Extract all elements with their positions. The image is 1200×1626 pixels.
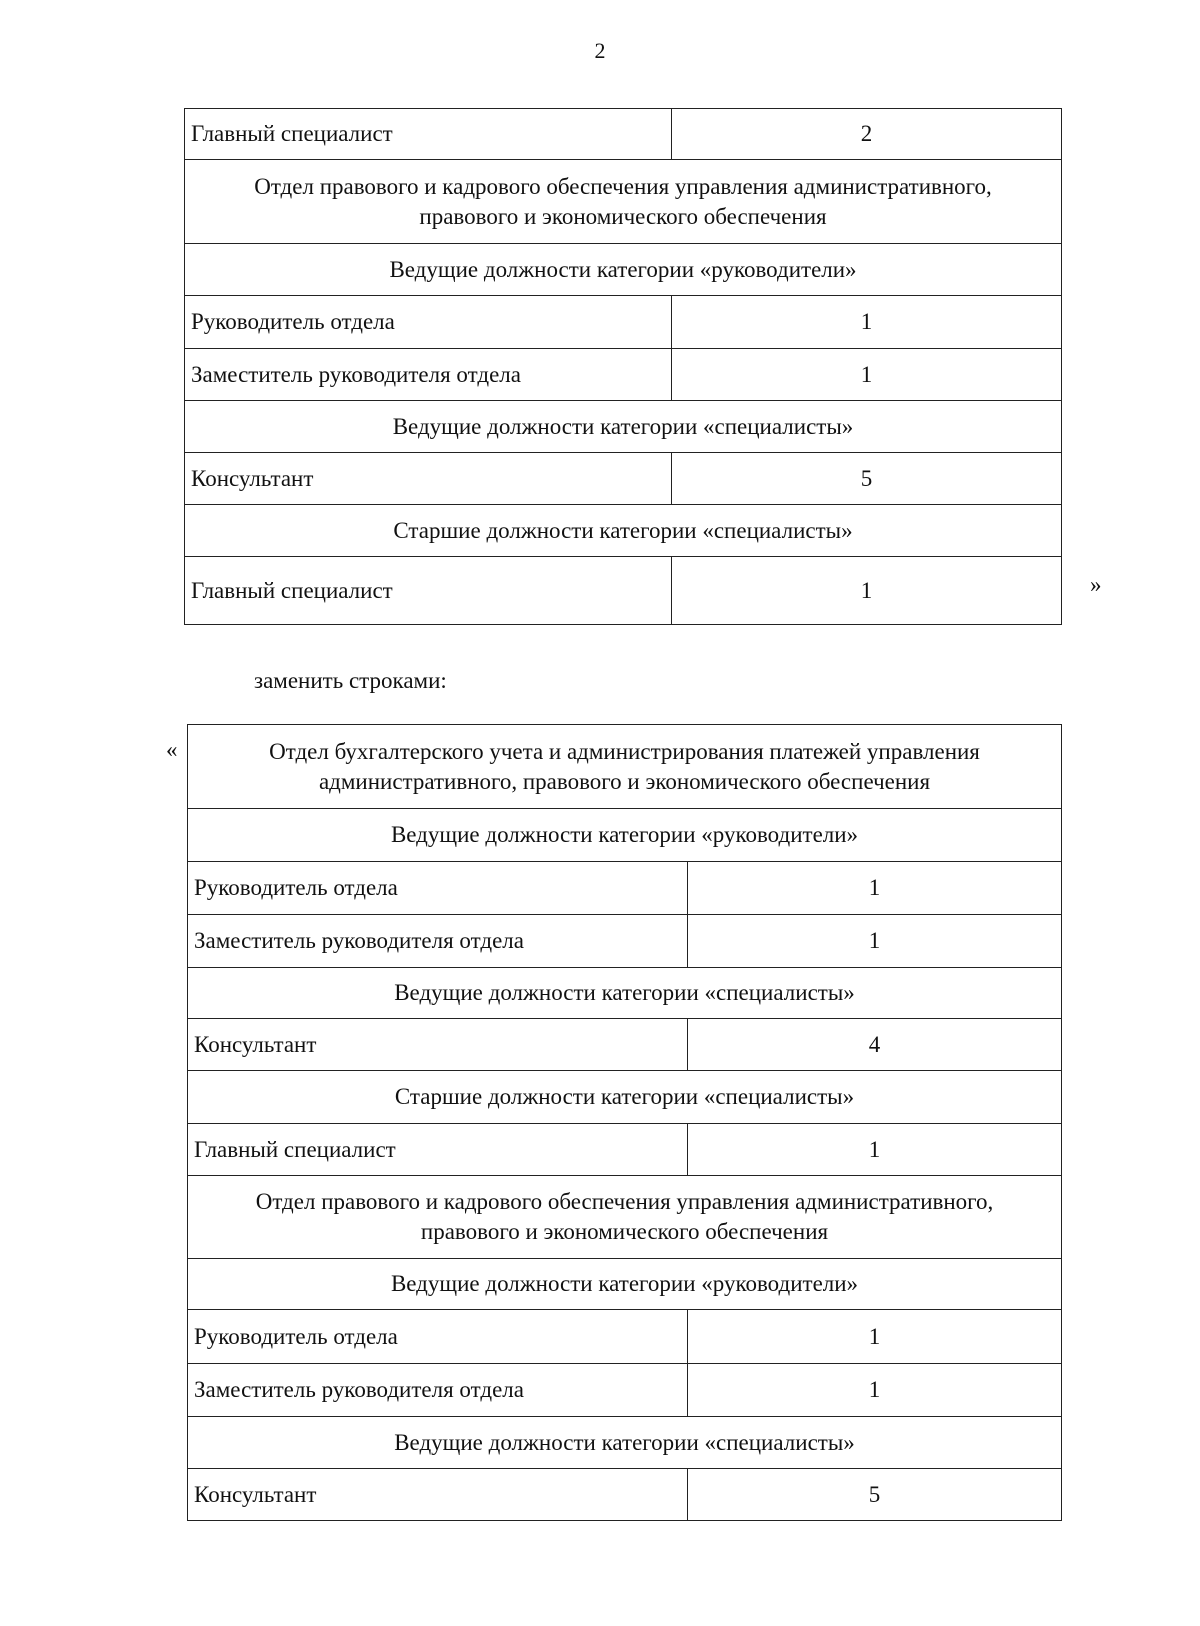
- table-row: [185, 505, 1062, 557]
- staff-table-new: [187, 724, 1062, 1521]
- position-cell: Руководитель отдела: [185, 296, 672, 349]
- position-cell: Главный специалист: [188, 1124, 688, 1176]
- count-cell: 4: [688, 1019, 1062, 1071]
- count-cell: 5: [688, 1469, 1062, 1521]
- category-header: Старшие должности категории «специалисты»: [188, 1071, 1062, 1124]
- count-cell: 1: [672, 296, 1062, 349]
- table-row: [185, 349, 1062, 401]
- count-cell: 1: [688, 1310, 1062, 1364]
- closing-quote: »: [1090, 572, 1102, 597]
- table-row: [188, 1310, 1062, 1364]
- table-row: [185, 401, 1062, 453]
- category-header: Ведущие должности категории «специалисты»: [188, 968, 1062, 1019]
- table-row: [188, 809, 1062, 862]
- table-row: [185, 453, 1062, 505]
- table-row: [188, 1417, 1062, 1469]
- category-header: Ведущие должности категории «руководители»: [185, 244, 1062, 296]
- instruction-text: заменить строками:: [254, 668, 447, 693]
- table-row: [188, 725, 1062, 809]
- position-cell: Главный специалист: [185, 557, 672, 625]
- department-header: Отдел правового и кадрового обеспечения управления административного, правового и экономического обеспечения: [185, 160, 1062, 244]
- position-cell: Заместитель руководителя отдела: [188, 1364, 688, 1417]
- position-cell: Консультант: [188, 1469, 688, 1521]
- position-cell: Руководитель отдела: [188, 862, 688, 915]
- count-cell: 1: [672, 557, 1062, 625]
- count-cell: 2: [672, 109, 1062, 160]
- opening-quote: «: [166, 737, 178, 762]
- staff-table-old: [184, 108, 1062, 625]
- table-row: [188, 915, 1062, 968]
- table-row: [188, 968, 1062, 1019]
- table-row: [185, 557, 1062, 625]
- position-cell: Заместитель руководителя отдела: [185, 349, 672, 401]
- table-row: [188, 1259, 1062, 1310]
- table-row: [185, 296, 1062, 349]
- count-cell: 5: [672, 453, 1062, 505]
- category-header: Старшие должности категории «специалисты»: [185, 505, 1062, 557]
- count-cell: 1: [688, 915, 1062, 968]
- category-header: Ведущие должности категории «руководители»: [188, 1259, 1062, 1310]
- count-cell: 1: [672, 349, 1062, 401]
- table-row: [188, 1176, 1062, 1259]
- table-row: [188, 1364, 1062, 1417]
- table-row: [185, 244, 1062, 296]
- position-cell: Заместитель руководителя отдела: [188, 915, 688, 968]
- table-row: [188, 1071, 1062, 1124]
- category-header: Ведущие должности категории «руководители»: [188, 809, 1062, 862]
- category-header: Ведущие должности категории «специалисты»: [185, 401, 1062, 453]
- page-number: 2: [594, 38, 606, 63]
- table-row: [188, 1469, 1062, 1521]
- table-row: [188, 1124, 1062, 1176]
- category-header: Ведущие должности категории «специалисты»: [188, 1417, 1062, 1469]
- position-cell: Руководитель отдела: [188, 1310, 688, 1364]
- department-header: Отдел бухгалтерского учета и администрирования платежей управления административного, правового и экономического обеспечения: [188, 725, 1062, 809]
- table-row: [185, 109, 1062, 160]
- table-row: [188, 862, 1062, 915]
- count-cell: 1: [688, 1124, 1062, 1176]
- position-cell: Главный специалист: [185, 109, 672, 160]
- position-cell: Консультант: [188, 1019, 688, 1071]
- table-row: [188, 1019, 1062, 1071]
- department-header: Отдел правового и кадрового обеспечения управления административного, правового и экономического обеспечения: [188, 1176, 1062, 1259]
- table-row: [185, 160, 1062, 244]
- position-cell: Консультант: [185, 453, 672, 505]
- count-cell: 1: [688, 1364, 1062, 1417]
- count-cell: 1: [688, 862, 1062, 915]
